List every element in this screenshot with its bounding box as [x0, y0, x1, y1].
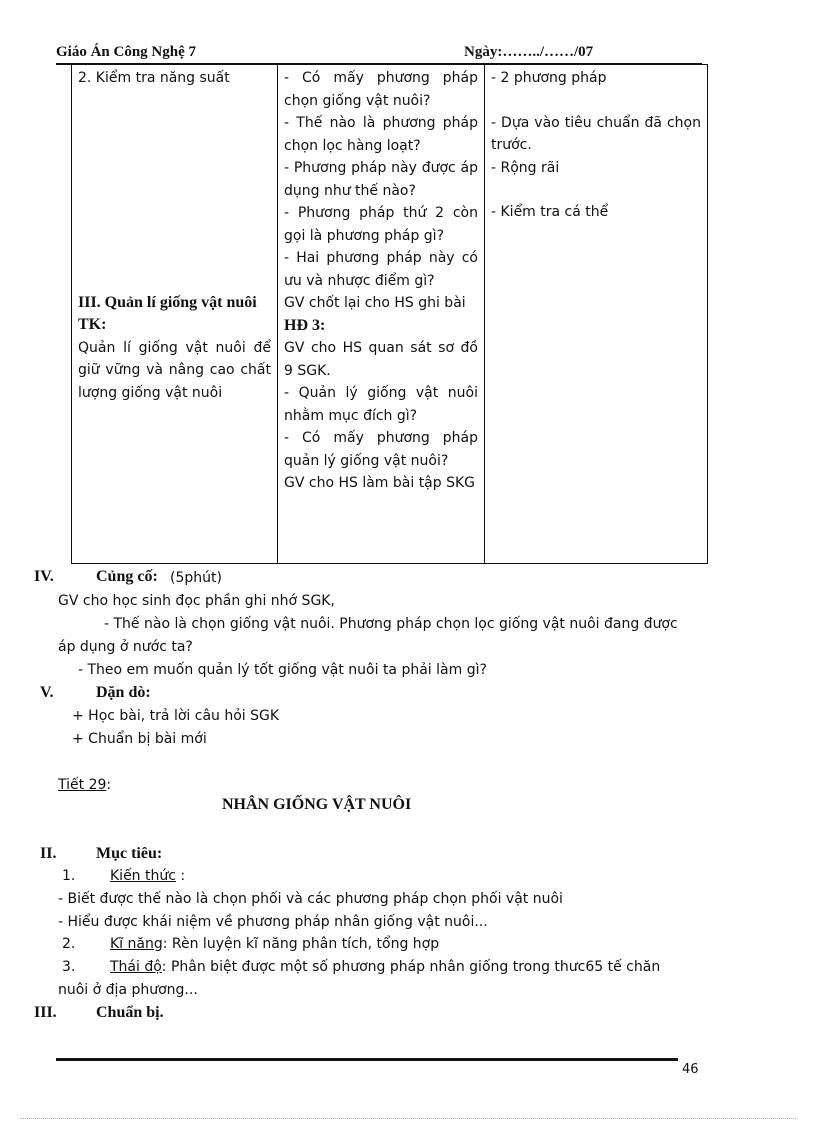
question: - Có mấy phương pháp quản lý giống vật nuôi?: [284, 430, 478, 469]
header-date: Ngày:……../……/07: [464, 44, 594, 60]
prep-number: III.: [34, 1004, 57, 1021]
table-row: [72, 65, 708, 564]
section3-heading: III. Quản lí giống vật nuôi: [78, 293, 257, 311]
question: - Phương pháp thứ 2 còn gọi là phương pháp gì?: [284, 205, 478, 244]
section4-time: (5phút): [170, 570, 222, 586]
question: - Phương pháp này được áp dụng như thế nào?: [284, 160, 478, 199]
objective-knowledge: Kiến thức :: [110, 868, 186, 884]
objective-line: - Hiểu được khái niệm về phương pháp nhân giống vật nuôi...: [58, 914, 488, 930]
objective-number: 3.: [62, 959, 76, 975]
page-header: [56, 44, 702, 66]
answer: - Dựa vào tiêu chuẩn đã chọn trước.: [491, 114, 701, 153]
objective-attitude: Thái độ: Phân biệt được một số phương pháp nhân giống trong thưc65 tế chăn: [110, 959, 661, 975]
objective-line: nuôi ở địa phương...: [58, 982, 198, 998]
objectives-heading: Mục tiêu:: [96, 845, 163, 862]
table-col-answers: [485, 65, 708, 564]
table-col-activities: [278, 65, 485, 564]
tk-label: TK:: [78, 316, 107, 333]
objectives-number: II.: [40, 845, 57, 862]
lesson-label: Tiết 29:: [58, 777, 112, 793]
section5-line: + Chuẩn bị bài mới: [72, 731, 207, 747]
section4-line: áp dụng ở nước ta?: [58, 639, 193, 655]
table-col-content: [72, 65, 278, 564]
section4-line: GV cho học sinh đọc phần ghi nhớ SGK,: [58, 593, 335, 609]
section4-line: - Theo em muốn quản lý tốt giống vật nuôi ta phải làm gì?: [78, 662, 487, 678]
question: - Thế nào là phương pháp chọn lọc hàng loạt?: [284, 115, 478, 154]
question: - Có mấy phương pháp chọn giống vật nuôi?: [284, 70, 478, 109]
footer-rule: [56, 1058, 678, 1061]
item-kiem-tra: 2. Kiểm tra năng suất: [78, 70, 230, 86]
section4-heading: Củng cố:: [96, 568, 158, 585]
question: - Quản lý giống vật nuôi nhằm mục đích gì?: [284, 385, 478, 424]
answer: - 2 phương pháp: [491, 70, 607, 86]
answer: - Rộng rãi: [491, 159, 560, 176]
page-edge: [20, 1118, 796, 1119]
tk-text: Quản lí giống vật nuôi để giữ vững và nâng cao chất lượng giống vật nuôi: [78, 339, 271, 401]
section4-line: - Thế nào là chọn giống vật nuôi. Phương pháp chọn lọc giống vật nuôi đang được: [104, 616, 678, 632]
teacher-note: GV cho HS làm bài tập SKG: [284, 475, 476, 491]
prep-heading: Chuẩn bị.: [96, 1004, 164, 1021]
header-title: Giáo Án Công Nghệ 7: [56, 44, 197, 60]
teacher-note: GV cho HS quan sát sơ đồ 9 SGK.: [284, 340, 478, 379]
objective-number: 1.: [62, 868, 76, 884]
teacher-note: GV chốt lại cho HS ghi bài: [284, 295, 466, 311]
answer: - Kiểm tra cá thể: [491, 204, 609, 220]
question: - Hai phương pháp này có ưu và nhược điểm gì?: [284, 250, 478, 289]
section5-line: + Học bài, trả lời câu hỏi SGK: [72, 708, 280, 724]
section4-number: IV.: [34, 568, 54, 585]
objective-line: - Biết được thế nào là chọn phối và các phương pháp chọn phối vật nuôi: [58, 891, 563, 907]
lesson-table: [71, 64, 708, 564]
lesson-title: NHÂN GIỐNG VẬT NUÔI: [222, 796, 412, 813]
section5-heading: Dặn dò:: [96, 684, 151, 701]
page-number: 46: [682, 1062, 699, 1077]
section5-number: V.: [40, 684, 54, 701]
objective-skills: Kĩ năng: Rèn luyện kĩ năng phân tích, tổng hợp: [110, 936, 440, 952]
objective-number: 2.: [62, 936, 76, 952]
activity-label: HĐ 3:: [284, 316, 326, 334]
